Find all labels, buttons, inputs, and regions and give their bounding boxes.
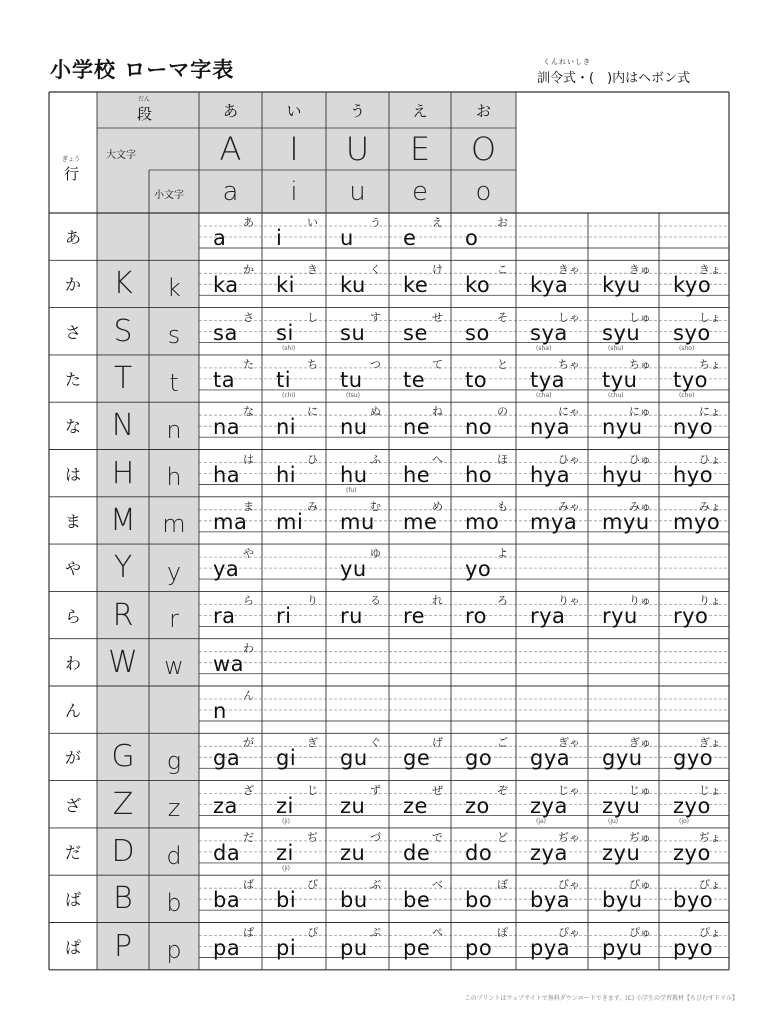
cell-kana: げ [432,736,443,750]
row-kana-label: ば [64,890,81,910]
consonant-shade [97,213,199,260]
cell-kana: みゅ [629,499,651,513]
cell-kana: で [432,830,443,844]
cell-kana: へ [432,452,443,466]
cell-romaji: ro [465,604,488,629]
cell-kana: ちゅ [629,357,651,371]
notation-ruby: くんれいしき [543,58,591,66]
cell-romaji: zu [340,793,366,818]
cell-romaji: so [465,320,490,345]
page-title: 小学校 ローマ字表 [50,58,235,82]
cell-romaji: hya [530,462,571,487]
consonant-lower: r [169,605,179,634]
consonant-lower: k [167,273,181,302]
cell-romaji: nya [530,415,571,440]
consonant-upper: Y [113,550,133,586]
cell-romaji: bu [340,888,368,913]
cell-kana: つ [370,357,381,371]
cell-romaji: ho [465,462,493,487]
cell-hepburn: (sha) [536,344,552,352]
cell-kana: ぴょ [699,925,721,939]
cell-romaji: myu [602,509,650,534]
cell-romaji: yu [340,557,367,582]
cell-kana: にょ [699,405,721,419]
cell-romaji: zu [340,840,366,865]
consonant-upper: B [113,881,133,917]
cell-kana: ぐ [370,736,381,750]
cell-kana: ん [243,689,254,702]
consonant-upper: S [113,313,133,349]
consonant-upper: R [112,597,134,633]
cell-kana: ぴゅ [629,925,651,939]
cell-kana: りゅ [629,594,651,608]
cell-kana: お [497,216,508,229]
cell-romaji: e [403,226,417,250]
cell-kana: ちょ [699,357,721,371]
cell-kana: きゃ [558,263,580,277]
row-kana-label: わ [64,653,81,673]
cell-romaji: ti [276,367,292,392]
cell-romaji: zyo [673,840,711,865]
cell-romaji: zi [276,840,294,865]
vowel-kana: え [412,101,428,120]
cell-romaji: ryo [673,604,709,629]
cell-kana: ぎゅ [629,736,651,750]
cell-kana: ら [243,594,254,608]
cell-romaji: kyu [602,273,641,298]
cell-romaji: gu [340,746,368,771]
cell-kana: ろ [497,594,508,608]
gyo-ruby: ぎょう [62,156,81,163]
cell-romaji: bo [465,888,493,913]
cell-romaji: tyu [602,367,638,392]
upper-case-label: 大文字 [106,150,136,161]
cell-kana: ひゅ [629,452,651,466]
cell-kana: しゅ [629,310,651,324]
cell-kana: ぢゃ [558,830,580,844]
cell-romaji: rya [530,604,566,629]
cell-kana: る [370,594,381,608]
consonant-upper: P [113,928,133,964]
cell-kana: ぷ [370,925,381,939]
vowel-lower: a [222,176,239,207]
cell-kana: ぴゃ [558,925,580,939]
consonant-upper: D [111,834,135,870]
cell-hepburn: (tsu) [346,391,360,399]
cell-kana: ぢ [307,830,318,844]
vowel-kana: い [286,101,302,120]
consonant-lower: s [167,321,181,350]
cell-kana: ぬ [370,405,381,419]
cell-kana: ち [307,357,318,371]
cell-romaji: n [213,699,227,723]
cell-kana: は [243,452,254,466]
cell-romaji: pa [213,935,241,960]
cell-kana: ほ [497,452,508,466]
cell-hepburn: (cho) [679,391,695,399]
cell-kana: み [307,499,318,513]
cell-romaji: a [213,226,227,250]
footer-credit: このプリントはウェブサイトで無料ダウンロードできます。(C) 小学生の学習教材【ちびむすドリル】 [464,995,738,1002]
cell-kana: む [370,499,381,513]
cell-romaji: zya [530,793,568,818]
cell-kana: れ [432,594,443,608]
cell-hepburn: (cha) [536,391,552,399]
cell-kana: ひょ [699,452,721,466]
cell-romaji: mu [340,509,375,534]
cell-kana: じゅ [629,783,651,797]
cell-romaji: ka [213,273,239,298]
cell-romaji: zyu [602,793,641,818]
cell-romaji: ki [276,273,295,298]
cell-kana: ひゃ [558,452,580,466]
cell-romaji: myo [673,509,721,534]
cell-kana: ぜ [432,783,443,797]
cell-romaji: nu [340,415,368,440]
cell-kana: よ [497,547,508,561]
cell-kana: な [243,405,254,419]
cell-romaji: si [276,320,294,345]
cell-romaji: pya [530,935,571,960]
cell-kana: か [243,263,254,277]
cell-romaji: hu [340,462,368,487]
cell-kana: そ [497,310,508,324]
cell-romaji: hyu [602,462,643,487]
cell-romaji: da [213,840,241,865]
cell-hepburn: (sho) [679,344,695,352]
dan-label: 段 [137,105,153,123]
cell-kana: ゆ [370,547,381,561]
cell-kana: と [497,357,508,371]
cell-romaji: be [403,888,431,913]
cell-romaji: gi [276,746,297,771]
row-kana-label: ん [64,701,81,721]
row-kana-label: な [64,417,81,437]
cell-kana: しゃ [558,310,580,324]
cell-romaji: ku [340,273,366,298]
cell-kana: ぼ [497,878,508,892]
cell-kana: ご [497,736,508,750]
cell-hepburn: (chi) [282,391,296,399]
cell-romaji: tya [530,367,566,392]
cell-romaji: se [403,320,428,345]
cell-kana: りゃ [558,594,580,608]
cell-kana: え [432,216,443,229]
cell-romaji: ni [276,415,297,440]
row-kana-label: あ [64,228,81,248]
cell-romaji: re [403,604,426,629]
cell-romaji: pe [403,935,431,960]
consonant-lower: g [166,746,182,775]
cell-romaji: ge [403,746,431,771]
cell-kana: ひ [307,452,318,466]
cell-romaji: pi [276,935,297,960]
corner-cell [49,92,97,213]
cell-kana: け [432,263,443,277]
consonant-upper: N [111,408,135,444]
cell-kana: ぢょ [699,830,721,844]
consonant-lower: t [169,368,179,397]
cell-romaji: ma [213,509,248,534]
cell-romaji: byo [673,888,714,913]
cell-romaji: gya [530,746,571,771]
row-kana-label: さ [64,322,81,342]
cell-kana: う [370,216,381,229]
cell-romaji: mo [465,509,500,534]
cell-romaji: ryu [602,604,638,629]
vowel-kana: う [349,101,365,120]
cell-kana: ど [497,830,508,844]
cell-kana: て [432,357,443,371]
cell-kana: みゃ [558,499,580,513]
cell-romaji: i [276,226,283,250]
consonant-lower: d [166,841,182,870]
cell-kana: きゅ [629,263,651,277]
cell-romaji: sya [530,320,568,345]
vowel-upper: O [470,130,497,168]
cell-kana: こ [497,263,508,277]
cell-romaji: me [403,509,438,534]
cell-romaji: ya [213,557,240,582]
cell-kana: の [497,405,508,419]
cell-kana: じ [307,783,318,797]
cell-romaji: no [465,415,493,440]
cell-kana: い [307,216,318,229]
cell-romaji: zi [276,793,294,818]
cell-romaji: zo [465,793,490,818]
cell-romaji: tyo [673,367,709,392]
consonant-shade [97,686,199,733]
cell-kana: にゅ [629,405,651,419]
cell-romaji: tu [340,367,363,392]
cell-kana: め [432,499,443,513]
vowel-lower: e [412,176,428,207]
cell-kana: ぱ [243,925,254,939]
cell-romaji: syu [602,320,641,345]
cell-romaji: u [340,226,354,250]
cell-kana: びゃ [558,878,580,892]
cell-romaji: mi [276,509,304,534]
cell-romaji: ke [403,273,429,298]
cell-kana: りょ [699,594,721,608]
cell-hepburn: (shi) [282,344,296,352]
cell-romaji: to [465,367,488,392]
cell-kana: ず [370,783,381,797]
cell-romaji: ne [403,415,431,440]
cell-kana: び [307,878,318,892]
consonant-upper: K [113,266,133,302]
cell-hepburn: (chu) [608,391,624,399]
cell-romaji: o [465,226,479,250]
cell-kana: びょ [699,878,721,892]
cell-kana: づ [370,830,381,844]
cell-romaji: ga [213,746,241,771]
consonant-lower: h [166,463,182,492]
cell-hepburn: (jo) [679,817,690,825]
cell-romaji: pu [340,935,368,960]
vowel-kana: お [475,101,491,120]
consonant-lower: w [164,652,184,681]
cell-romaji: hyo [673,462,714,487]
cell-kana: ぎ [307,736,318,750]
consonant-lower: z [167,794,181,823]
cell-kana: にゃ [558,405,580,419]
cell-romaji: gyu [602,746,643,771]
cell-kana: ま [243,499,254,513]
cell-romaji: ko [465,273,491,298]
cell-romaji: za [213,793,238,818]
consonant-lower: p [166,936,182,965]
cell-romaji: do [465,840,493,865]
cell-kana: ぢゅ [629,830,651,844]
cell-romaji: nyu [602,415,643,440]
cell-kana: ぶ [370,878,381,892]
consonant-lower: m [162,510,186,539]
vowel-upper: U [345,130,370,168]
cell-romaji: bya [530,888,571,913]
cell-romaji: kya [530,273,569,298]
vowel-lower: u [349,176,366,207]
cell-kana: や [243,547,254,561]
cell-romaji: gyo [673,746,714,771]
row-kana-label: た [64,370,81,390]
cell-romaji: ri [276,604,292,629]
cell-kana: ぎゃ [558,736,580,750]
cell-hepburn: (ja) [536,817,547,825]
cell-romaji: na [213,415,241,440]
row-kana-label: ら [64,606,81,626]
cell-kana: ざ [243,783,254,797]
vowel-upper: I [289,130,299,168]
cell-kana: みょ [699,499,721,513]
cell-kana: じょ [699,783,721,797]
vowel-lower: o [475,176,492,207]
cell-hepburn: (ji) [282,817,291,825]
notation-text: 訓令式・( )内はヘボン式 [537,71,691,86]
vowel-upper: E [409,130,431,168]
cell-romaji: byu [602,888,643,913]
row-kana-label: か [64,275,81,295]
lower-case-label: 小文字 [154,190,184,201]
cell-romaji: ra [213,604,236,629]
consonant-upper: M [110,502,136,538]
cell-romaji: pyo [673,935,714,960]
cell-romaji: po [465,935,493,960]
cell-kana: き [307,263,318,277]
row-kana-label: ざ [64,795,81,815]
cell-kana: り [307,594,318,608]
cell-romaji: de [403,840,431,865]
row-kana-label: ぱ [64,937,81,957]
cell-kana: ぽ [497,925,508,939]
cell-romaji: wa [213,651,245,676]
cell-kana: ちゃ [558,357,580,371]
consonant-upper: G [111,739,135,775]
cell-hepburn: (fu) [346,486,357,494]
vowel-upper: A [219,130,242,168]
vowel-kana: あ [222,101,238,120]
cell-romaji: zyo [673,793,711,818]
cell-kana: が [243,736,254,750]
cell-romaji: he [403,462,431,487]
cell-romaji: kyo [673,273,712,298]
cell-hepburn: (ji) [282,864,291,872]
cell-kana: た [243,357,254,371]
cell-romaji: zyu [602,840,641,865]
cell-romaji: zya [530,840,568,865]
cell-kana: さ [243,310,254,324]
cell-hepburn: (shu) [608,344,624,352]
dan-ruby: だん [138,96,151,103]
cell-romaji: sa [213,320,238,345]
consonant-lower: b [166,888,182,917]
cell-kana: ぴ [307,925,318,939]
cell-kana: に [307,405,318,419]
cell-kana: きょ [699,263,721,277]
consonant-upper: T [113,361,133,397]
cell-romaji: ba [213,888,241,913]
consonant-lower: y [166,557,182,586]
cell-kana: せ [432,310,443,324]
cell-kana: も [497,499,508,513]
cell-romaji: bi [276,888,297,913]
cell-kana: だ [243,830,254,844]
cell-romaji: ru [340,604,363,629]
cell-kana: あ [243,216,254,229]
gyo-label: 行 [64,165,80,183]
cell-romaji: su [340,320,366,345]
row-kana-label: ま [64,511,81,531]
cell-kana: ふ [370,452,381,466]
cell-kana: し [307,310,318,324]
cell-romaji: hi [276,462,297,487]
cell-kana: べ [432,878,443,892]
cell-kana: す [370,310,381,324]
cell-romaji: go [465,746,493,771]
cell-romaji: ta [213,367,236,392]
cell-romaji: nyo [673,415,714,440]
cell-kana: わ [243,641,254,655]
cell-romaji: ze [403,793,428,818]
cell-kana: じゃ [558,783,580,797]
consonant-lower: n [166,415,182,444]
cell-kana: びゅ [629,878,651,892]
cell-kana: ぺ [432,925,443,939]
row-kana-label: や [64,559,81,579]
cell-kana: ば [243,878,254,892]
cell-kana: しょ [699,310,721,324]
cell-kana: ぎょ [699,736,721,750]
row-kana-label: は [64,464,81,484]
row-kana-label: だ [64,843,81,863]
cell-romaji: te [403,367,426,392]
cell-romaji: yo [465,557,492,582]
cell-romaji: pyu [602,935,643,960]
cell-romaji: ha [213,462,241,487]
vowel-lower: i [290,176,298,207]
row-kana-label: が [64,748,81,768]
cell-romaji: mya [530,509,578,534]
cell-kana: く [370,263,381,277]
consonant-upper: Z [112,786,134,822]
cell-hepburn: (ju) [608,817,619,825]
cell-kana: ぞ [497,783,508,797]
consonant-upper: H [111,455,135,491]
consonant-upper: W [108,644,138,680]
cell-kana: ね [432,405,443,419]
cell-romaji: syo [673,320,711,345]
